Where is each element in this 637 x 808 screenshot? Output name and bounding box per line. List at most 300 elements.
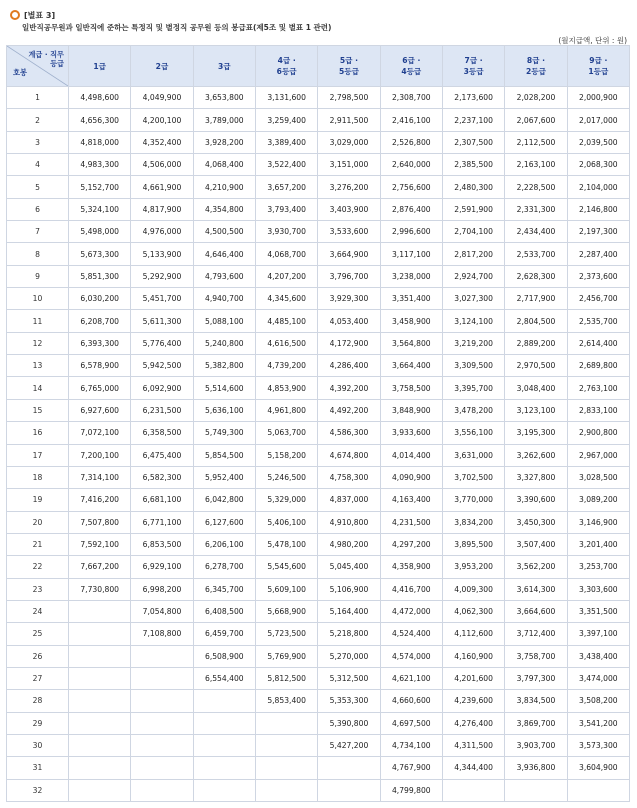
salary-cell: 3,869,700 <box>505 712 567 734</box>
salary-cell: 3,953,200 <box>442 556 504 578</box>
grade-header-6 <box>380 46 442 87</box>
table-row <box>7 667 630 689</box>
salary-cell: 4,674,800 <box>318 444 380 466</box>
salary-cell: 3,758,500 <box>380 377 442 399</box>
salary-cell: 2,308,700 <box>380 87 442 109</box>
step-number: 16 <box>7 422 69 444</box>
table-row <box>7 556 630 578</box>
salary-cell: 4,172,900 <box>318 332 380 354</box>
salary-cell: 7,730,800 <box>69 578 131 600</box>
salary-cell: 6,578,900 <box>69 355 131 377</box>
grade-header-line2: 1등급 <box>588 67 609 76</box>
salary-cell: 4,506,000 <box>131 154 193 176</box>
grade-header-5 <box>318 46 380 87</box>
salary-cell: 3,834,200 <box>442 511 504 533</box>
salary-cell: 3,664,400 <box>380 355 442 377</box>
salary-cell: 7,592,100 <box>69 533 131 555</box>
salary-cell: 2,591,900 <box>442 198 504 220</box>
salary-cell: 2,876,400 <box>380 198 442 220</box>
step-number: 29 <box>7 712 69 734</box>
salary-cell: 3,797,300 <box>505 667 567 689</box>
table-row <box>7 734 630 756</box>
salary-cell: 4,524,400 <box>380 623 442 645</box>
salary-cell: 4,160,900 <box>442 645 504 667</box>
table-row <box>7 332 630 354</box>
salary-cell: 3,195,300 <box>505 422 567 444</box>
salary-cell: 2,434,400 <box>505 221 567 243</box>
grade-header-line1: 4급 · <box>277 56 296 65</box>
salary-cell: 2,416,100 <box>380 109 442 131</box>
step-number: 24 <box>7 600 69 622</box>
salary-cell: 2,798,500 <box>318 87 380 109</box>
salary-cell: 3,712,400 <box>505 623 567 645</box>
salary-cell: 6,554,400 <box>193 667 255 689</box>
salary-cell: 5,851,300 <box>69 265 131 287</box>
salary-cell: 4,014,400 <box>380 444 442 466</box>
salary-cell: 6,393,300 <box>69 332 131 354</box>
salary-cell: 6,208,700 <box>69 310 131 332</box>
table-row <box>7 466 630 488</box>
salary-cell: 3,834,500 <box>505 690 567 712</box>
salary-cell: 2,704,100 <box>442 221 504 243</box>
salary-cell: 4,621,100 <box>380 667 442 689</box>
salary-cell: 4,767,900 <box>380 757 442 779</box>
salary-cell: 3,657,200 <box>255 176 317 198</box>
salary-cell: 6,508,900 <box>193 645 255 667</box>
step-number: 6 <box>7 198 69 220</box>
salary-cell: 4,961,800 <box>255 399 317 421</box>
salary-cell: 2,039,500 <box>567 131 629 153</box>
salary-cell: 3,758,700 <box>505 645 567 667</box>
salary-cell: 2,817,200 <box>442 243 504 265</box>
salary-cell: 6,459,700 <box>193 623 255 645</box>
table-row <box>7 87 630 109</box>
step-number: 13 <box>7 355 69 377</box>
salary-cell: 5,292,900 <box>131 265 193 287</box>
salary-cell: 6,278,700 <box>193 556 255 578</box>
salary-cell: 6,681,100 <box>131 489 193 511</box>
salary-cell: 3,533,600 <box>318 221 380 243</box>
salary-cell: 4,090,900 <box>380 466 442 488</box>
table-row <box>7 310 630 332</box>
salary-cell: 2,307,500 <box>442 131 504 153</box>
table-row <box>7 712 630 734</box>
salary-cell: 5,240,800 <box>193 332 255 354</box>
salary-cell: 3,522,400 <box>255 154 317 176</box>
salary-cell: 4,286,400 <box>318 355 380 377</box>
salary-cell: 6,231,500 <box>131 399 193 421</box>
step-number: 11 <box>7 310 69 332</box>
salary-cell: 5,609,100 <box>255 578 317 600</box>
salary-cell: 2,640,000 <box>380 154 442 176</box>
salary-cell: 2,804,500 <box>505 310 567 332</box>
step-number: 8 <box>7 243 69 265</box>
table-row <box>7 288 630 310</box>
salary-cell: 2,628,300 <box>505 265 567 287</box>
salary-cell: 3,903,700 <box>505 734 567 756</box>
grade-header-line2: 4등급 <box>401 67 422 76</box>
salary-cell: 5,854,500 <box>193 444 255 466</box>
step-number: 10 <box>7 288 69 310</box>
salary-cell: 6,582,300 <box>131 466 193 488</box>
salary-cell: 2,996,600 <box>380 221 442 243</box>
salary-cell: 3,151,000 <box>318 154 380 176</box>
salary-cell: 2,689,800 <box>567 355 629 377</box>
salary-cell: 2,287,400 <box>567 243 629 265</box>
table-row <box>7 422 630 444</box>
salary-cell <box>193 779 255 801</box>
salary-cell: 3,351,400 <box>380 288 442 310</box>
salary-cell: 4,739,200 <box>255 355 317 377</box>
salary-cell <box>131 667 193 689</box>
salary-cell <box>131 690 193 712</box>
salary-cell: 5,514,600 <box>193 377 255 399</box>
salary-cell: 4,053,400 <box>318 310 380 332</box>
step-number: 2 <box>7 109 69 131</box>
step-number: 27 <box>7 667 69 689</box>
table-row <box>7 600 630 622</box>
salary-cell: 2,970,500 <box>505 355 567 377</box>
salary-cell: 4,818,000 <box>69 131 131 153</box>
salary-cell: 2,763,100 <box>567 377 629 399</box>
salary-cell: 4,656,300 <box>69 109 131 131</box>
salary-cell: 6,408,500 <box>193 600 255 622</box>
salary-cell: 2,967,000 <box>567 444 629 466</box>
step-number: 17 <box>7 444 69 466</box>
salary-cell: 4,758,300 <box>318 466 380 488</box>
salary-cell: 7,200,100 <box>69 444 131 466</box>
salary-cell: 3,653,800 <box>193 87 255 109</box>
salary-cell: 3,664,900 <box>318 243 380 265</box>
salary-cell: 7,667,200 <box>69 556 131 578</box>
salary-cell: 3,438,400 <box>567 645 629 667</box>
salary-cell: 3,604,900 <box>567 757 629 779</box>
grade-header-line1: 2급 <box>155 61 169 71</box>
grade-header-2 <box>131 46 193 87</box>
salary-cell: 5,427,200 <box>318 734 380 756</box>
salary-cell: 2,017,000 <box>567 109 629 131</box>
salary-cell: 5,164,400 <box>318 600 380 622</box>
salary-cell: 4,793,600 <box>193 265 255 287</box>
salary-cell: 5,329,000 <box>255 489 317 511</box>
salary-cell: 3,327,800 <box>505 466 567 488</box>
table-row <box>7 154 630 176</box>
salary-cell: 2,900,800 <box>567 422 629 444</box>
salary-cell: 3,793,400 <box>255 198 317 220</box>
step-number: 19 <box>7 489 69 511</box>
salary-cell: 6,358,500 <box>131 422 193 444</box>
salary-cell: 4,231,500 <box>380 511 442 533</box>
salary-cell: 4,163,400 <box>380 489 442 511</box>
salary-cell: 2,331,300 <box>505 198 567 220</box>
header-row <box>7 46 630 87</box>
salary-cell: 3,397,100 <box>567 623 629 645</box>
step-number: 14 <box>7 377 69 399</box>
salary-cell: 3,930,700 <box>255 221 317 243</box>
salary-cell <box>69 600 131 622</box>
salary-cell: 3,450,300 <box>505 511 567 533</box>
salary-cell: 3,089,200 <box>567 489 629 511</box>
salary-cell: 4,983,300 <box>69 154 131 176</box>
table-body <box>7 87 630 802</box>
salary-cell: 6,042,800 <box>193 489 255 511</box>
salary-cell: 3,928,200 <box>193 131 255 153</box>
salary-cell: 6,853,500 <box>131 533 193 555</box>
salary-cell: 4,068,400 <box>193 154 255 176</box>
salary-cell: 4,200,100 <box>131 109 193 131</box>
salary-cell: 7,416,200 <box>69 489 131 511</box>
step-number: 15 <box>7 399 69 421</box>
salary-cell: 3,123,100 <box>505 399 567 421</box>
salary-cell: 3,351,500 <box>567 600 629 622</box>
salary-cell <box>505 779 567 801</box>
salary-cell: 2,533,700 <box>505 243 567 265</box>
salary-cell: 2,480,300 <box>442 176 504 198</box>
salary-cell <box>193 712 255 734</box>
salary-cell: 7,108,800 <box>131 623 193 645</box>
salary-cell: 4,311,500 <box>442 734 504 756</box>
salary-cell <box>69 779 131 801</box>
salary-cell: 6,092,900 <box>131 377 193 399</box>
salary-cell <box>69 757 131 779</box>
salary-cell: 2,028,200 <box>505 87 567 109</box>
salary-cell: 2,717,900 <box>505 288 567 310</box>
salary-cell: 2,385,500 <box>442 154 504 176</box>
table-row <box>7 533 630 555</box>
salary-cell: 3,238,000 <box>380 265 442 287</box>
step-number: 31 <box>7 757 69 779</box>
step-number: 5 <box>7 176 69 198</box>
grade-header-8 <box>505 46 567 87</box>
salary-cell: 6,929,100 <box>131 556 193 578</box>
salary-cell: 3,219,200 <box>442 332 504 354</box>
step-number: 18 <box>7 466 69 488</box>
salary-cell: 6,127,600 <box>193 511 255 533</box>
corner-top2-text: 등급 <box>50 59 64 68</box>
salary-cell: 4,352,400 <box>131 131 193 153</box>
grade-header-line1: 6급 · <box>402 56 421 65</box>
salary-cell: 4,940,700 <box>193 288 255 310</box>
salary-cell: 5,498,000 <box>69 221 131 243</box>
salary-cell: 5,133,900 <box>131 243 193 265</box>
salary-table <box>6 45 630 802</box>
salary-cell: 3,262,600 <box>505 444 567 466</box>
table-row <box>7 198 630 220</box>
salary-cell <box>193 734 255 756</box>
salary-cell: 4,661,900 <box>131 176 193 198</box>
table-row <box>7 511 630 533</box>
salary-cell: 2,614,400 <box>567 332 629 354</box>
salary-cell: 4,392,200 <box>318 377 380 399</box>
salary-cell: 3,146,900 <box>567 511 629 533</box>
salary-cell: 3,395,700 <box>442 377 504 399</box>
salary-cell: 3,474,000 <box>567 667 629 689</box>
salary-cell: 5,812,500 <box>255 667 317 689</box>
salary-cell: 3,259,400 <box>255 109 317 131</box>
grade-header-1 <box>69 46 131 87</box>
salary-cell: 2,924,700 <box>442 265 504 287</box>
salary-cell: 4,472,000 <box>380 600 442 622</box>
unit-note: (월지급액, 단위 : 원) <box>558 36 627 45</box>
table-row <box>7 623 630 645</box>
salary-cell: 7,507,800 <box>69 511 131 533</box>
salary-cell: 4,646,400 <box>193 243 255 265</box>
salary-cell: 2,067,600 <box>505 109 567 131</box>
salary-cell: 3,029,000 <box>318 131 380 153</box>
step-number: 25 <box>7 623 69 645</box>
salary-cell: 2,112,500 <box>505 131 567 153</box>
salary-cell: 4,354,800 <box>193 198 255 220</box>
salary-cell: 4,574,000 <box>380 645 442 667</box>
step-number: 9 <box>7 265 69 287</box>
table-row <box>7 109 630 131</box>
grade-header-line2: 6등급 <box>276 67 297 76</box>
salary-cell: 3,564,800 <box>380 332 442 354</box>
table-row <box>7 221 630 243</box>
salary-cell <box>318 757 380 779</box>
salary-cell: 4,112,600 <box>442 623 504 645</box>
salary-cell: 5,673,300 <box>69 243 131 265</box>
salary-cell: 6,345,700 <box>193 578 255 600</box>
salary-cell: 3,541,200 <box>567 712 629 734</box>
salary-cell: 4,910,800 <box>318 511 380 533</box>
salary-cell <box>69 734 131 756</box>
salary-cell: 6,030,200 <box>69 288 131 310</box>
salary-cell: 5,246,500 <box>255 466 317 488</box>
grade-header-line1: 3급 <box>218 61 231 71</box>
salary-cell: 3,048,400 <box>505 377 567 399</box>
salary-cell: 4,586,300 <box>318 422 380 444</box>
salary-cell: 2,173,600 <box>442 87 504 109</box>
table-row <box>7 243 630 265</box>
salary-cell: 7,314,100 <box>69 466 131 488</box>
table-row <box>7 779 630 801</box>
step-number: 30 <box>7 734 69 756</box>
grade-header-3 <box>193 46 255 87</box>
salary-cell: 3,507,400 <box>505 533 567 555</box>
salary-cell: 7,054,800 <box>131 600 193 622</box>
salary-cell: 5,158,200 <box>255 444 317 466</box>
salary-cell: 5,545,600 <box>255 556 317 578</box>
salary-cell: 5,106,900 <box>318 578 380 600</box>
table-row <box>7 377 630 399</box>
salary-cell: 4,201,600 <box>442 667 504 689</box>
table-row <box>7 645 630 667</box>
salary-cell: 2,000,900 <box>567 87 629 109</box>
step-number: 23 <box>7 578 69 600</box>
salary-cell: 5,312,500 <box>318 667 380 689</box>
salary-cell: 5,749,300 <box>193 422 255 444</box>
salary-cell: 3,770,000 <box>442 489 504 511</box>
salary-cell: 4,358,900 <box>380 556 442 578</box>
step-number: 26 <box>7 645 69 667</box>
step-number: 28 <box>7 690 69 712</box>
salary-cell: 4,239,600 <box>442 690 504 712</box>
salary-cell: 4,498,600 <box>69 87 131 109</box>
salary-cell: 5,776,400 <box>131 332 193 354</box>
grade-header-7 <box>442 46 504 87</box>
salary-cell: 3,478,200 <box>442 399 504 421</box>
salary-cell: 2,104,000 <box>567 176 629 198</box>
corner-header <box>7 46 69 87</box>
salary-cell: 3,403,900 <box>318 198 380 220</box>
salary-cell: 3,789,000 <box>193 109 255 131</box>
salary-cell <box>255 712 317 734</box>
salary-cell: 4,062,300 <box>442 600 504 622</box>
salary-cell: 2,146,800 <box>567 198 629 220</box>
salary-cell <box>442 779 504 801</box>
step-number: 3 <box>7 131 69 153</box>
salary-cell: 4,207,200 <box>255 265 317 287</box>
salary-cell: 3,562,200 <box>505 556 567 578</box>
salary-cell: 6,475,400 <box>131 444 193 466</box>
salary-cell: 4,485,100 <box>255 310 317 332</box>
salary-cell: 2,228,500 <box>505 176 567 198</box>
grade-header-line1: 1급 <box>93 61 106 71</box>
salary-cell <box>318 779 380 801</box>
salary-cell: 2,456,700 <box>567 288 629 310</box>
salary-cell: 3,458,900 <box>380 310 442 332</box>
salary-cell: 3,848,900 <box>380 399 442 421</box>
salary-cell: 2,163,100 <box>505 154 567 176</box>
salary-cell: 5,045,400 <box>318 556 380 578</box>
salary-cell: 2,237,100 <box>442 109 504 131</box>
salary-cell: 5,152,700 <box>69 176 131 198</box>
salary-cell <box>69 645 131 667</box>
salary-cell: 5,636,100 <box>193 399 255 421</box>
salary-cell: 5,353,300 <box>318 690 380 712</box>
grade-header-9 <box>567 46 629 87</box>
salary-cell: 3,303,600 <box>567 578 629 600</box>
salary-cell: 3,508,200 <box>567 690 629 712</box>
step-number: 32 <box>7 779 69 801</box>
salary-cell <box>131 734 193 756</box>
salary-cell <box>131 712 193 734</box>
salary-cell <box>131 757 193 779</box>
salary-cell: 3,390,600 <box>505 489 567 511</box>
salary-cell: 4,009,300 <box>442 578 504 600</box>
grade-header-line2: 2등급 <box>525 67 546 76</box>
salary-cell: 3,556,100 <box>442 422 504 444</box>
salary-cell: 7,072,100 <box>69 422 131 444</box>
salary-cell: 4,416,700 <box>380 578 442 600</box>
salary-cell: 2,535,700 <box>567 310 629 332</box>
salary-cell: 5,088,100 <box>193 310 255 332</box>
grade-header-line1: 5급 · <box>339 56 359 65</box>
table-label <box>10 10 55 21</box>
salary-cell: 2,197,300 <box>567 221 629 243</box>
grade-header-4 <box>255 46 317 87</box>
salary-cell: 4,853,900 <box>255 377 317 399</box>
step-number: 20 <box>7 511 69 533</box>
salary-cell <box>69 712 131 734</box>
salary-cell: 3,933,600 <box>380 422 442 444</box>
step-number: 22 <box>7 556 69 578</box>
grade-header-line2: 3등급 <box>463 67 484 76</box>
salary-cell: 5,218,800 <box>318 623 380 645</box>
table-row <box>7 489 630 511</box>
table-row <box>7 690 630 712</box>
salary-cell: 3,389,400 <box>255 131 317 153</box>
salary-cell: 2,889,200 <box>505 332 567 354</box>
salary-cell: 3,027,300 <box>442 288 504 310</box>
salary-cell: 2,373,600 <box>567 265 629 287</box>
step-number: 12 <box>7 332 69 354</box>
salary-cell <box>131 779 193 801</box>
salary-cell: 4,976,000 <box>131 221 193 243</box>
salary-cell: 5,451,700 <box>131 288 193 310</box>
salary-cell: 6,765,000 <box>69 377 131 399</box>
